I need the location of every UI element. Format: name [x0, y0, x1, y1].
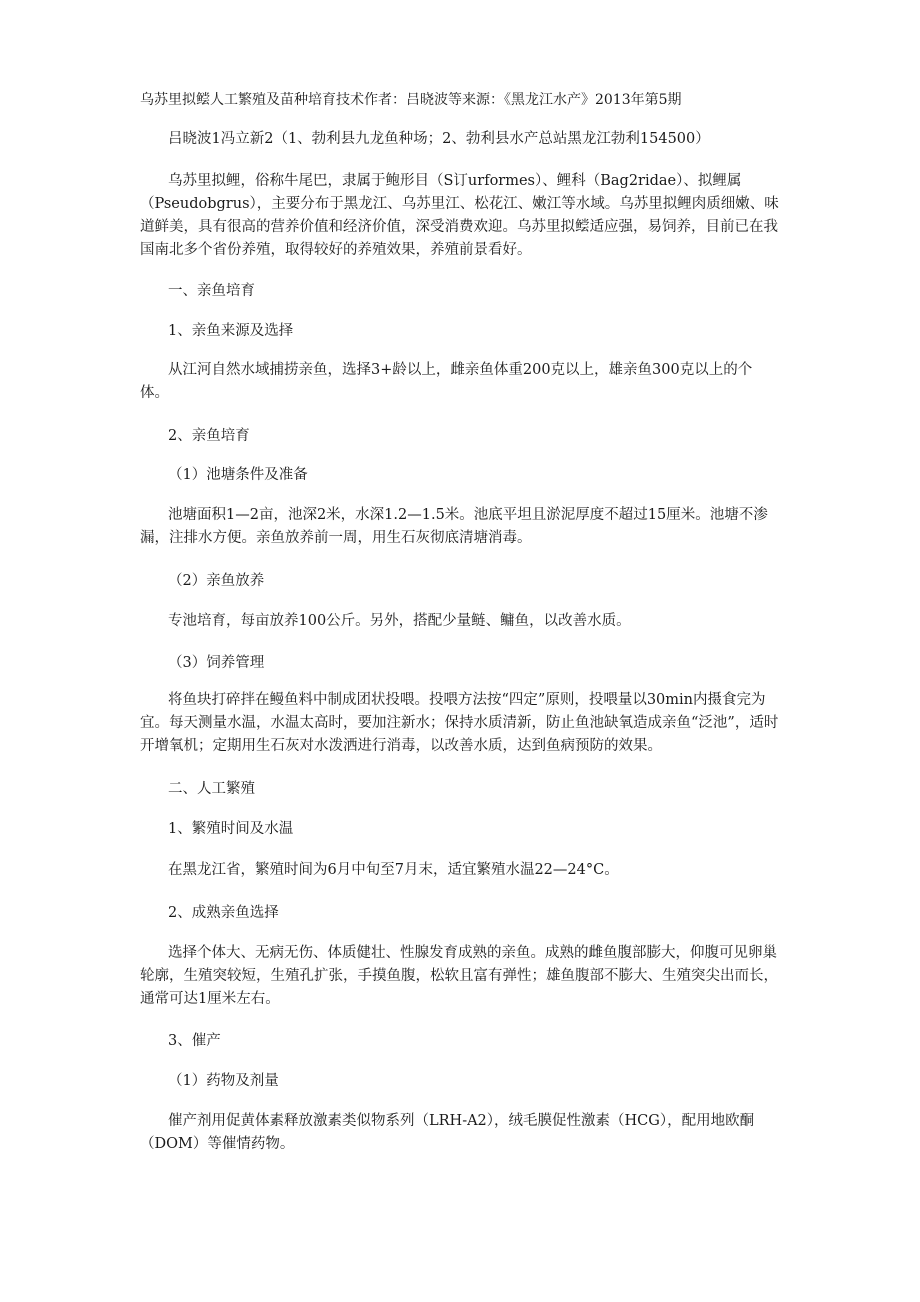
paragraph-mature-broodstock: 选择个体大、无病无伤、体质健壮、性腺发育成熟的亲鱼。成熟的雌鱼腹部膨大，仰腹可见卵巢轮廓，生殖突较短，生殖孔扩张，手摸鱼腹，松软且富有弹性；雄鱼腹部不膨大、生殖突尖出而长，通常可达1厘米左右。 [140, 945, 778, 1007]
item-heading-feeding-management: （3）饲养管理 [168, 655, 265, 671]
intro-paragraph: 乌苏里拟鲤，俗称牛尾巴，隶属于鲍形目（S订urformes）、鲤科（Bag2ridae）、拟鲤属（Pseudobgrus），主要分布于黑龙江、乌苏里江、松花江、嫩江等水域。乌苏里拟鲤肉质细嫩、味道鲜美，具有很高的营养价值和经济价值，深受消费欢迎。乌苏里拟鲿适应强，易饲养，目前已在我国南北多个省份养殖，取得较好的养殖效果，养殖前景看好。 [140, 173, 779, 258]
article-source-line: 乌苏里拟鲿人工繁殖及苗种培育技术作者：吕晓波等来源：《黑龙江水产》2013年第5期 [140, 92, 682, 108]
section-heading-artificial-breeding: 二、人工繁殖 [168, 781, 255, 797]
subsection-heading-induced-spawning: 3、催产 [168, 1033, 221, 1049]
paragraph-feeding-management: 将鱼块打碎拌在鳗鱼料中制成团状投喂。投喂方法按“四定”原则，投喂量以30min内摄食完为宜。每天测量水温，水温太高时，要加注新水；保持水质清新，防止鱼池缺氧造成亲鱼“泛池”，适时开增氧机；定期用生石灰对水泼洒进行消毒，以改善水质，达到鱼病预防的效果。 [140, 692, 779, 754]
paragraph-breeding-time: 在黑龙江省，繁殖时间为6月中旬至7月末，适宜繁殖水温22—24°C。 [168, 862, 619, 878]
item-heading-pond-conditions: （1）池塘条件及准备 [168, 467, 308, 483]
subsection-heading-broodstock-cultivation: 2、亲鱼培育 [168, 428, 250, 444]
paragraph-stocking: 专池培育，每亩放养100公斤。另外，搭配少量鲢、鳙鱼，以改善水质。 [168, 613, 631, 629]
paragraph-broodstock-source: 从江河自然水域捕捞亲鱼，选择3+龄以上，雌亲鱼体重200克以上，雄亲鱼300克以上的个体。 [140, 362, 753, 401]
item-heading-stocking: （2）亲鱼放养 [168, 573, 265, 589]
subsection-heading-broodstock-source: 1、亲鱼来源及选择 [168, 323, 294, 339]
subsection-heading-mature-broodstock: 2、成熟亲鱼选择 [168, 905, 279, 921]
section-heading-broodstock-rearing: 一、亲鱼培育 [168, 283, 255, 299]
paragraph-drugs-dosage: 催产剂用促黄体素释放激素类似物系列（LRH-A2），绒毛膜促性激素（HCG），配用地欧酮（DOM）等催情药物。 [140, 1113, 755, 1152]
item-heading-drugs-dosage: （1）药物及剂量 [168, 1073, 279, 1089]
subsection-heading-breeding-time: 1、繁殖时间及水温 [168, 821, 294, 837]
paragraph-pond-conditions: 池塘面积1—2亩，池深2米，水深1.2—1.5米。池底平坦且淤泥厚度不超过15厘米。池塘不渗漏，注排水方便。亲鱼放养前一周，用生石灰彻底清塘消毒。 [140, 507, 768, 546]
author-affiliation-line: 吕晓波1冯立新2（1、勃利县九龙鱼种场；2、勃利县水产总站黑龙江勃利154500） [168, 131, 710, 147]
